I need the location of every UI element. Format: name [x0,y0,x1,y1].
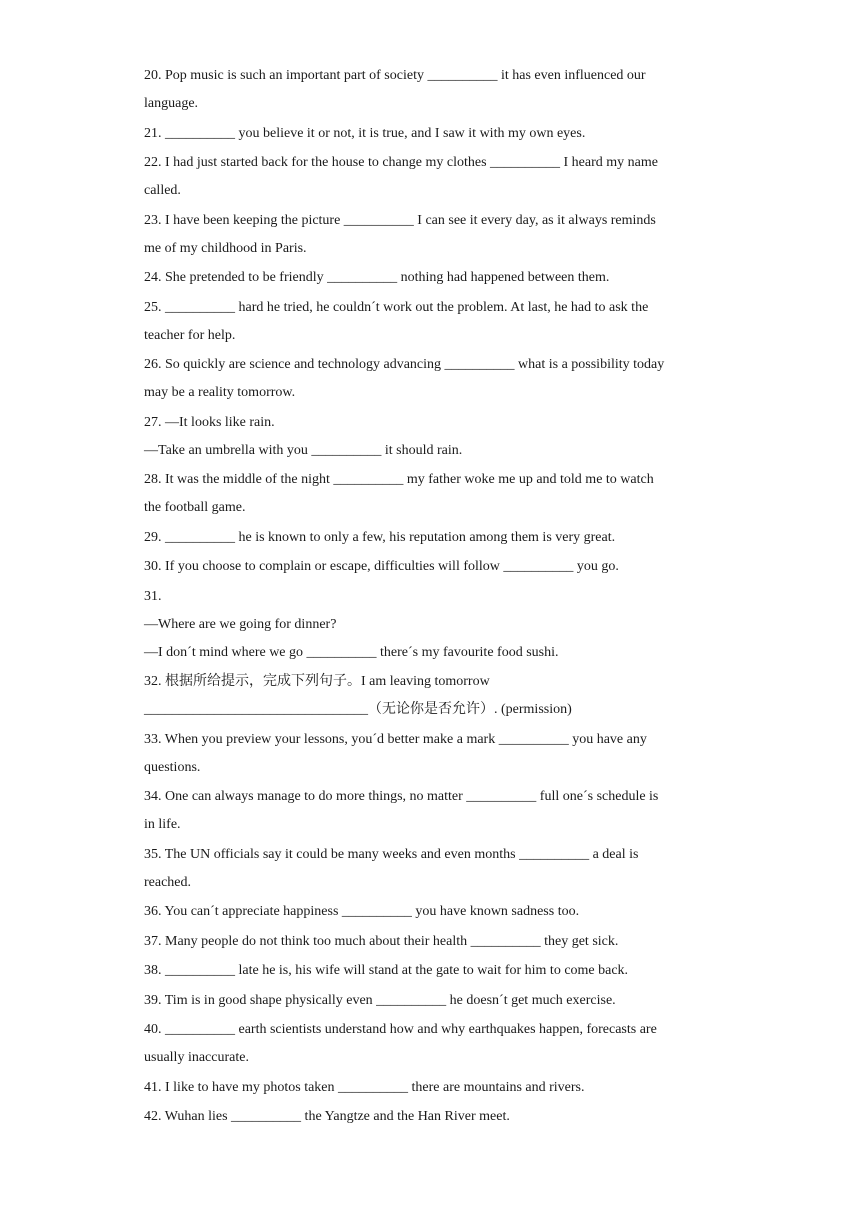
question-40 [144,1016,724,1072]
question-42 [144,1103,724,1131]
question-line: 21. __________ you believe it or not, it is true, and I saw it with my own eyes. [144,125,586,141]
question-line: 29. __________ he is known to only a few, his reputation among them is very great. [144,529,616,545]
question-39 [144,987,724,1015]
question-line: —I donˊt mind where we go __________ thereˊs my favourite food sushi. [144,644,559,660]
question-line: 23. I have been keeping the picture __________ I can see it every day, as it always reminds [144,212,656,228]
question-line: 42. Wuhan lies __________ the Yangtze and the Han River meet. [144,1109,510,1124]
question-line: 28. It was the middle of the night __________ my father woke me up and told me to watch [144,472,654,487]
question-41 [144,1074,724,1102]
question-22 [144,149,724,205]
question-31 [144,583,724,667]
question-21 [144,120,724,148]
question-line: teacher for help. [144,327,236,343]
question-line: 25. __________ hard he tried, he couldnˊt work out the problem. At last, he had to ask the [144,299,649,315]
question-26 [144,351,724,407]
question-line: 27. —It looks like rain. [144,414,275,430]
question-line: questions. [144,759,201,775]
question-36 [144,898,724,926]
question-24 [144,264,724,292]
question-line: 26. So quickly are science and technology advancing __________ what is a possibility today [144,357,665,372]
question-line: called. [144,183,181,198]
question-line: 34. One can always manage to do more things, no matter __________ full oneˊs schedule is [144,789,659,804]
question-37 [144,928,724,956]
question-38 [144,957,724,985]
question-line: 30. If you choose to complain or escape, difficulties will follow __________ you go. [144,559,619,574]
question-line: language. [144,96,199,111]
question-20 [144,62,724,118]
question-line: 37. Many people do not think too much about their health __________ they get sick. [144,933,619,949]
question-line: 33. When you preview your lessons, youˊd better make a mark __________ you have any [144,731,647,747]
question-line: 20. Pop music is such an important part of society __________ it has even influenced our [144,68,646,83]
question-list [144,62,724,1131]
question-line: usually inaccurate. [144,1050,249,1065]
question-23 [144,207,724,263]
question-34 [144,783,724,839]
question-28 [144,466,724,522]
question-line: —Where are we going for dinner? [144,616,337,632]
question-line: may be a reality tomorrow. [144,385,296,400]
question-line: 31. [144,588,162,604]
question-line: 38. __________ late he is, his wife will stand at the gate to wait for him to come back. [144,963,629,978]
question-line: —Take an umbrella with you __________ it should rain. [144,442,463,458]
question-27 [144,409,724,465]
question-line: 39. Tim is in good shape physically even __________ he doesnˊt get much exercise. [144,992,616,1008]
question-33 [144,726,724,782]
question-line: 32. 根据所给提示，完成下列句子。I am leaving tomorrow [144,674,490,689]
question-25 [144,294,724,350]
question-line: the football game. [144,500,246,515]
question-line: reached. [144,874,192,890]
question-line: 22. I had just started back for the house to change my clothes __________ I heard my name [144,155,658,170]
question-29 [144,524,724,552]
question-line: 36. You canˊt appreciate happiness __________ you have known sadness too. [144,904,580,919]
question-30 [144,553,724,581]
question-line: ________________________________（无论你是否允许）. (permission) [144,702,572,717]
question-line: 24. She pretended to be friendly __________ nothing had happened between them. [144,270,610,285]
question-32 [144,668,724,724]
question-line: in life. [144,817,181,832]
question-line: 41. I like to have my photos taken __________ there are mountains and rivers. [144,1079,585,1095]
question-line: 35. The UN officials say it could be many weeks and even months __________ a deal is [144,846,639,862]
question-35 [144,841,724,897]
question-line: me of my childhood in Paris. [144,240,307,256]
question-line: 40. __________ earth scientists understand how and why earthquakes happen, forecasts are [144,1022,657,1037]
